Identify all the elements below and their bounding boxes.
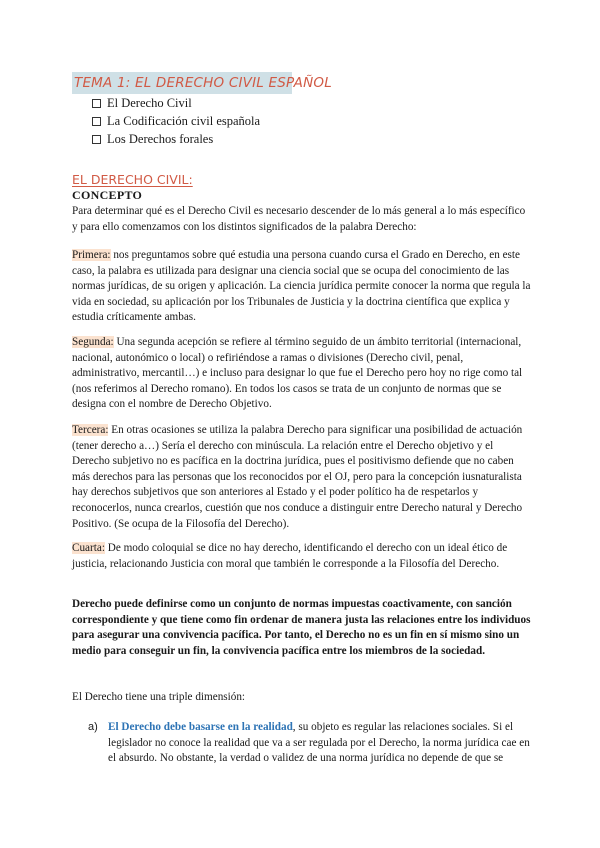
list-item-text: [108, 720, 534, 767]
tema-heading: TEMA 1: EL DERECHO CIVIL ESPAÑOL: [72, 72, 292, 94]
primera-text: nos preguntamos sobre qué estudia una persona cuando cursa el Grado en Derecho, en este caso, la palabra es utilizada para designar una ciencia social que se ocupa del conocimiento de las normas jurídicas, de su origen y aplicación. La ciencia jurídica permite conocer la norma que regula la vida en sociedad, su aplicación por los Tribunales de Justicia y la doctrina científica que explica y estudia críticamente ambas.: [72, 249, 531, 324]
dimension-paragraph: El Derecho tiene una triple dimensión:: [72, 691, 246, 703]
toc-item-label: La Codificación civil española: [107, 114, 261, 128]
segunda-paragraph: [72, 335, 532, 413]
cuarta-text: De modo coloquial se dice no hay derecho, identificando el derecho con un ideal ético de justicia, relacionando Justicia con moral que también le corresponde a la Filosofía del Derecho.: [72, 542, 508, 570]
section-title: EL DERECHO CIVIL:: [72, 172, 193, 187]
table-of-contents: [92, 94, 260, 148]
list-item-highlight: El Derecho debe basarse en la realidad: [108, 721, 293, 733]
checkbox-icon[interactable]: [92, 117, 101, 126]
list-marker: a): [88, 721, 98, 733]
segunda-label: Segunda:: [72, 336, 114, 348]
toc-item[interactable]: [92, 94, 260, 112]
tercera-paragraph: [72, 423, 532, 532]
toc-item[interactable]: [92, 112, 260, 130]
cuarta-paragraph: [72, 541, 532, 572]
checkbox-icon[interactable]: [92, 135, 101, 144]
toc-item-label: Los Derechos forales: [107, 132, 214, 146]
checkbox-icon[interactable]: [92, 99, 101, 108]
primera-label: Primera:: [72, 249, 111, 261]
toc-item-label: El Derecho Civil: [107, 96, 192, 110]
segunda-text: Una segunda acepción se refiere al término seguido de un ámbito territorial (internacional, nacional, autonómico o local) o refiriéndose a ramas o divisiones (Derecho civil, penal, administrativo, mercantil…) e incluso para designar lo que fue el Derecho pero hoy no rige como tal (nos referimos al Derecho romano). En todos los casos se trata de un conjunto de normas que se designa con el nombre de Derecho Objetivo.: [72, 336, 523, 411]
tercera-text: En otras ocasiones se utiliza la palabra Derecho para significar una posibilidad de actuación (tener derecho a…) Sería el derecho con minúscula. La relación entre el Derecho objetivo y el Derecho subjetivo no es pacífica en la doctrina jurídica, pues el positivismo defiende que no caben más derechos para las personas que los reconocidos por el OJ, pero para la concepción iusnaturalista hay derechos subjetivos que son anteriores al Estado y el poder político ha de respetarlos y reconocerlos, nunca crearlos, cuestión que nos conduce a distinguir entre Derecho natural y Derecho Positivo. (Se ocupa de la Filosofía del Derecho).: [72, 424, 523, 530]
list-item-body: , su objeto es regular las relaciones sociales. Si el legislador no conoce la realidad que va a ser regulada por el Derecho, la norma jurídica cae en el absurdo. No obstante, la verdad o validez de una norma jurídica no depende de que se: [108, 721, 530, 765]
definition-paragraph: Derecho puede definirse como un conjunto de normas impuestas coactivamente, con sanción correspondiente y que tiene como fin ordenar de manera justa las relaciones entre los individuos para asegurar una convivencia pacífica. Por tanto, el Derecho no es un fin en sí mismo sino un medio para conseguir un fin, la convivencia pacífica entre los miembros de la sociedad.: [72, 598, 531, 657]
toc-item[interactable]: [92, 130, 260, 148]
cuarta-label: Cuarta:: [72, 542, 105, 554]
intro-paragraph: Para determinar qué es el Derecho Civil es necesario descender de lo más general a lo más específico y para ello comenzamos con los distintos significados de la palabra Derecho:: [72, 205, 526, 233]
primera-paragraph: [72, 248, 532, 326]
section-subtitle: CONCEPTO: [72, 188, 143, 202]
tercera-label: Tercera:: [72, 424, 109, 436]
